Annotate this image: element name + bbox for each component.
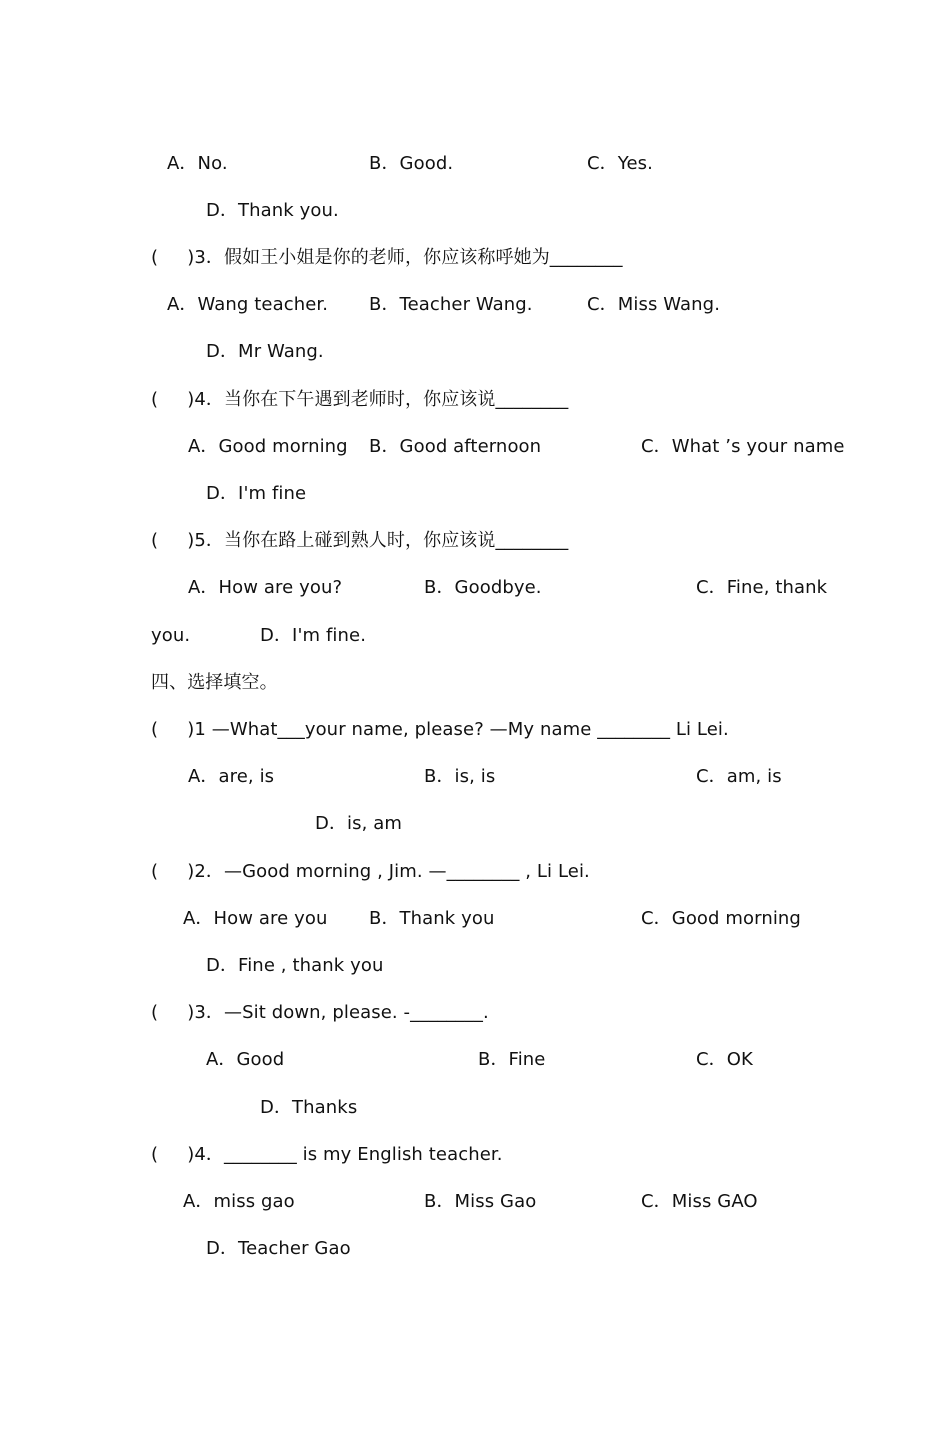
q2-option-c: C．Yes. xyxy=(587,153,653,174)
s4-q4-option-b: B．Miss Gao xyxy=(424,1191,537,1212)
s4-q4-option-a: A．miss gao xyxy=(183,1191,295,1212)
q5-option-c: C．Fine, thank xyxy=(696,577,828,598)
s4-q2-option-b: B．Thank you xyxy=(369,908,495,929)
s4-q3-option-d: D．Thanks xyxy=(260,1097,358,1118)
q3-option-a: A．Wang teacher. xyxy=(167,294,329,315)
q2-option-d: D．Thank you. xyxy=(206,200,339,221)
q5-option-a: A．How are you? xyxy=(188,577,343,598)
q5-option-c-continued: you. xyxy=(151,625,191,646)
s4-q1-option-a: A．are, is xyxy=(188,766,275,787)
q4-option-a: A．Good morning xyxy=(188,436,348,457)
s4-q3-option-a: A．Good xyxy=(206,1049,285,1070)
q3-option-b: B．Teacher Wang. xyxy=(369,294,533,315)
s4-q4-option-c: C．Miss GAO xyxy=(641,1191,758,1212)
s4-q1-option-c: C．am, is xyxy=(696,766,782,787)
s4-q2-option-c: C．Good morning xyxy=(641,908,801,929)
s4-q1-option-b: B．is, is xyxy=(424,766,496,787)
section-4-title: 四、选择填空。 xyxy=(151,672,278,693)
q5-option-b: B．Goodbye. xyxy=(424,577,542,598)
q4-option-c: C．What ’s your name xyxy=(641,436,845,457)
q3-option-d: D．Mr Wang. xyxy=(206,341,324,362)
q4-stem: ( )4．当你在下午遇到老师时，你应该说________ xyxy=(151,389,569,410)
q3-stem: ( )3．假如王小姐是你的老师，你应该称呼她为________ xyxy=(151,247,623,268)
q4-option-b: B．Good afternoon xyxy=(369,436,542,457)
q4-option-d: D．I'm fine xyxy=(206,483,307,504)
s4-q3-option-c: C．OK xyxy=(696,1049,753,1070)
s4-q2-option-d: D．Fine , thank you xyxy=(206,955,384,976)
q2-option-a: A．No. xyxy=(167,153,228,174)
q3-option-c: C．Miss Wang. xyxy=(587,294,721,315)
s4-q4-option-d: D．Teacher Gao xyxy=(206,1238,351,1259)
s4-q1-stem: ( )1 —What___your name, please? —My name ________ Li Lei. xyxy=(151,719,729,740)
q2-option-b: B．Good. xyxy=(369,153,454,174)
s4-q2-option-a: A．How are you xyxy=(183,908,328,929)
q5-option-d: D．I'm fine. xyxy=(260,625,367,646)
s4-q3-option-b: B．Fine xyxy=(478,1049,546,1070)
s4-q4-stem: ( )4．________ is my English teacher. xyxy=(151,1144,503,1165)
s4-q3-stem: ( )3．—Sit down, please. -________. xyxy=(151,1002,489,1023)
s4-q1-option-d: D．is, am xyxy=(315,813,403,834)
q5-stem: ( )5．当你在路上碰到熟人时，你应该说________ xyxy=(151,530,569,551)
s4-q2-stem: ( )2．—Good morning , Jim. —________ , Li Lei. xyxy=(151,861,590,882)
